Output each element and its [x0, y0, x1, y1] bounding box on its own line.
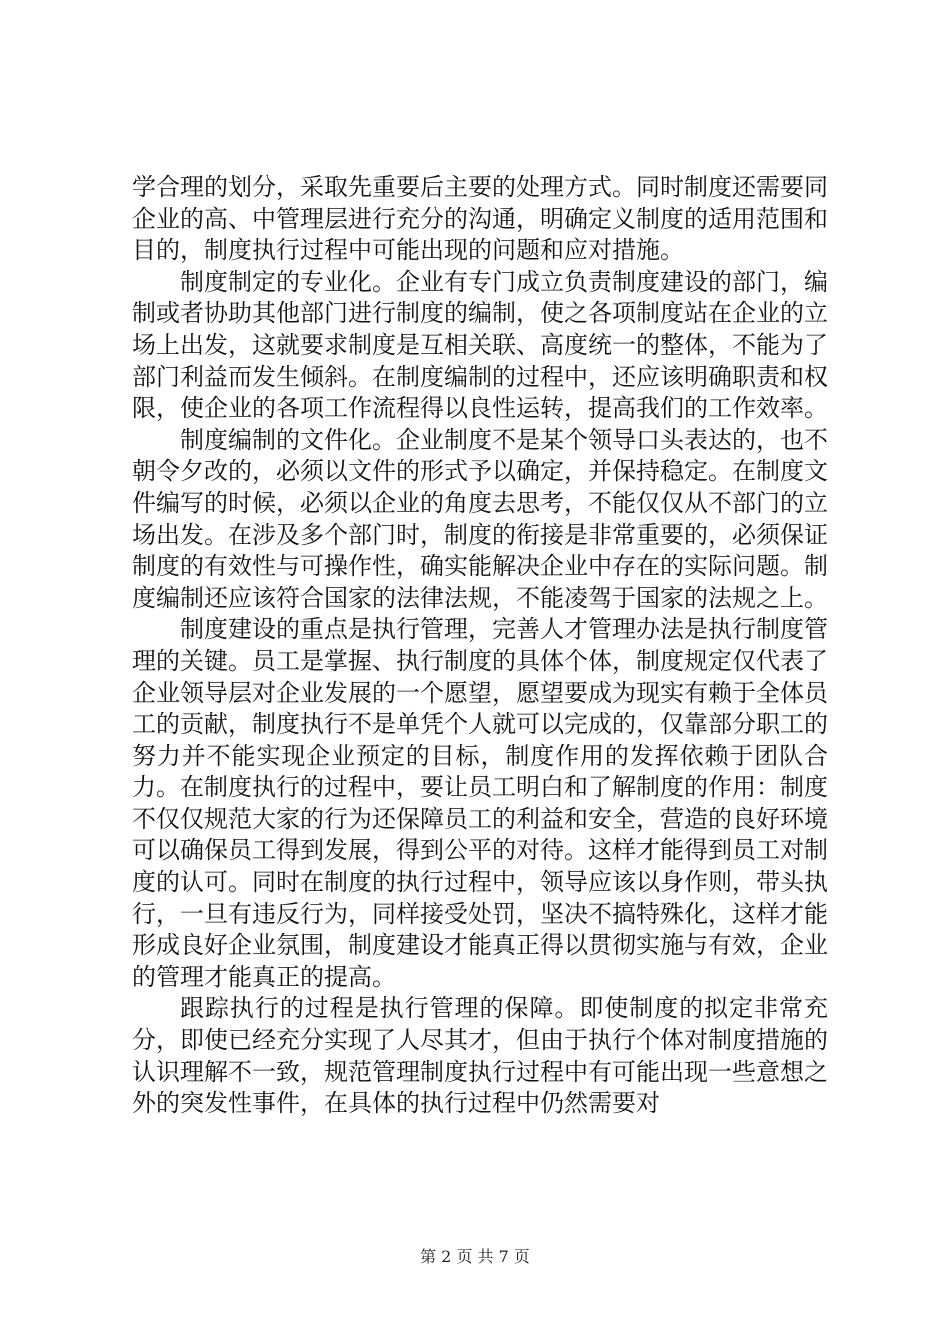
- paragraph-execution-management: 制度建设的重点是执行管理，完善人才管理办法是执行制度管理的关键。员工是掌握、执行制度的具体个体，制度规定仅代表了企业领导层对企业发展的一个愿望，愿望要成为现实有赖于全体员工的贡献，制度执行不是单凭个人就可以完成的，仅靠部分职工的努力并不能实现企业预定的目标，制度作用的发挥依赖于团队合力。在制度执行的过程中，要让员工明白和了解制度的作用：制度不仅仅规范大家的行为还保障员工的利益和安全，营造的良好环境可以确保员工得到发展，得到公平的对待。这样才能得到员工对制度的认可。同时在制度的执行过程中，领导应该以身作则，带头执行，一旦有违反行为，同样接受处罚，坚决不搞特殊化，这样才能形成良好企业氛围，制度建设才能真正得以贯彻实施与有效，企业的管理才能真正的提高。: [132, 615, 828, 991]
- paragraph-standardization: 制度制定的专业化。企业有专门成立负责制度建设的部门，编制或者协助其他部门进行制度的编制，使之各项制度站在企业的立场上出发，这就要求制度是互相关联、高度统一的整体，不能为了部门利益而发生倾斜。在制度编制的过程中，还应该明确职责和权限，使企业的各项工作流程得以良性运转，提高我们的工作效率。: [132, 267, 828, 423]
- paragraph-documentation: 制度编制的文件化。企业制度不是某个领导口头表达的，也不朝令夕改的，必须以文件的形式予以确定，并保持稳定。在制度文件编写的时候，必须以企业的角度去思考，不能仅仅从不部门的立场出发。在涉及多个部门时，制度的衔接是非常重要的，必须保证制度的有效性与可操作性，确实能解决企业中存在的实际问题。制度编制还应该符合国家的法律法规，不能凌驾于国家的法规之上。: [132, 425, 828, 612]
- paragraph-tracking-execution: 跟踪执行的过程是执行管理的保障。即使制度的拟定非常充分，即使已经充分实现了人尽其才，但由于执行个体对制度措施的认识理解不一致，规范管理制度执行过程中有可能出现一些意想之外的突发性事件，在具体的执行过程中仍然需要对: [132, 994, 828, 1118]
- document-body: [132, 172, 828, 1120]
- page-number-footer: 第 2 页 共 7 页: [420, 1247, 530, 1266]
- paragraph-continued: 学合理的划分，采取先重要后主要的处理方式。同时制度还需要同企业的高、中管理层进行充分的沟通，明确定义制度的适用范围和目的，制度执行过程中可能出现的问题和应对措施。: [132, 173, 828, 265]
